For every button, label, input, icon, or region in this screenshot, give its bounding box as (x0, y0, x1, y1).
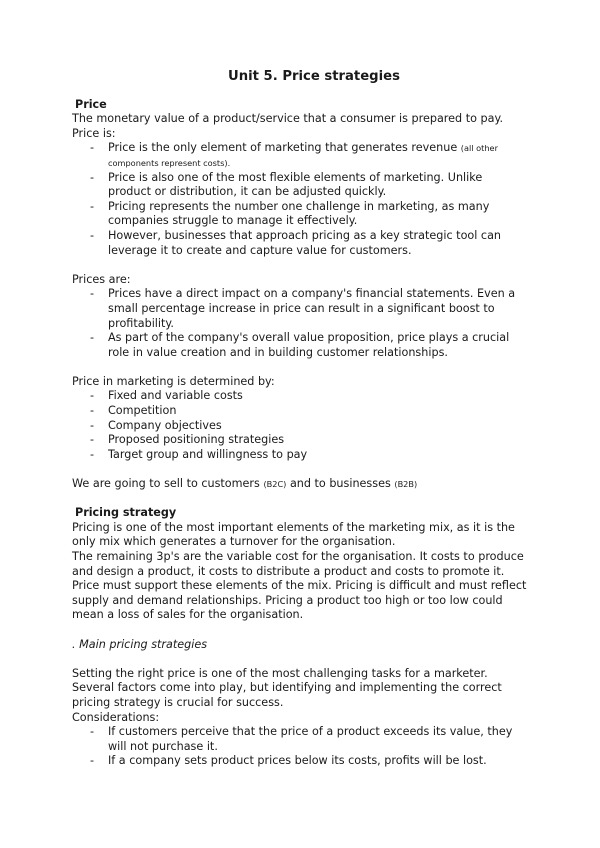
list-item (90, 433, 528, 448)
list-item-text: Target group and willingness to pay (108, 447, 308, 461)
list-item (90, 754, 528, 769)
list-item (90, 389, 528, 404)
dash-bullet: - (90, 725, 95, 739)
list-item-text: If customers perceive that the price of a product exceeds its value, they will not purchase it. (108, 725, 513, 753)
dash-bullet: - (90, 170, 95, 184)
considerations-label: Considerations: (72, 710, 160, 724)
list-item-text: Competition (108, 404, 177, 418)
list-item-text: Prices have a direct impact on a company's financial statements. Even a small percentage increase in price can result in a significant boost to profitability. (108, 287, 516, 330)
dash-bullet: - (90, 287, 95, 301)
price-is-intro: Price is: (72, 126, 116, 140)
list-item-text: Price is the only element of marketing that generates revenue (108, 141, 458, 155)
list-item (90, 331, 528, 360)
prices-are-intro: Prices are: (72, 272, 131, 286)
dash-bullet: - (90, 141, 95, 155)
sell-to-note-b2b: (B2B) (394, 479, 418, 490)
considerations-list (72, 725, 528, 769)
dash-bullet: - (90, 331, 95, 345)
main-strategies-para: Setting the right price is one of the most challenging tasks for a marketer. Several factors come into play, but identifying and implementing the correct pricing strategy is crucial for success. (72, 666, 502, 709)
list-item-text: As part of the company's overall value proposition, price plays a crucial role in value creation and in building customer relationships. (108, 331, 510, 359)
price-is-list (72, 141, 528, 258)
list-item (90, 404, 528, 419)
list-item (90, 228, 528, 258)
dash-bullet: - (90, 389, 95, 403)
list-item (90, 199, 528, 229)
pricing-strategy-para2: The remaining 3p's are the variable cost for the organisation. It costs to produce and design a product, it costs to distribute a product and costs to promote it. (72, 550, 524, 578)
list-item-text: Pricing represents the number one challenge in marketing, as many companies struggle to manage it effectively. (108, 199, 490, 228)
dash-bullet: - (90, 754, 95, 768)
list-item-text: Price is also one of the most flexible elements of marketing. Unlike product or distribution, it can be adjusted quickly. (108, 170, 483, 199)
list-item-note: (all other components represent costs). (108, 143, 498, 168)
list-item-text: If a company sets product prices below its costs, profits will be lost. (108, 754, 487, 768)
page-title: Unit 5. Price strategies (228, 69, 400, 84)
pricing-strategy-para3: Price must support these elements of the mix. Pricing is difficult and must reflect supply and demand relationships. Pricing a product too high or too low could mean a loss of sales for the organisation. (72, 579, 527, 622)
list-item (90, 418, 528, 434)
dash-bullet: - (90, 199, 95, 213)
list-item (90, 447, 528, 463)
list-item (90, 141, 528, 170)
list-item (90, 287, 528, 331)
main-strategies-heading: . Main pricing strategies (72, 637, 208, 651)
list-item-text: However, businesses that approach pricing as a key strategic tool can leverage it to create and capture value for customers. (108, 228, 502, 257)
sell-to-text-b: and to businesses (289, 477, 391, 491)
dash-bullet: - (90, 228, 95, 242)
determined-by-list (72, 389, 528, 462)
dash-bullet: - (90, 447, 95, 461)
list-item-text: Proposed positioning strategies (108, 433, 285, 447)
dash-bullet: - (90, 433, 95, 447)
pricing-strategy-para1: Pricing is one of the most important elements of the marketing mix, as it is the only mix which generates a turnover for the organisation. (72, 520, 515, 549)
list-item-text: Company objectives (108, 418, 222, 432)
sell-to-text-a: We are going to sell to customers (72, 477, 260, 491)
sell-to-note-b2c: (B2C) (263, 479, 287, 490)
list-item-text: Fixed and variable costs (108, 389, 243, 403)
list-item (90, 725, 528, 754)
sell-to-line (72, 477, 528, 492)
price-heading: Price (75, 97, 107, 111)
list-item (90, 170, 528, 200)
dash-bullet: - (90, 404, 95, 418)
prices-are-list (72, 287, 528, 360)
pricing-strategy-heading: Pricing strategy (75, 506, 177, 520)
determined-by-intro: Price in marketing is determined by: (72, 374, 275, 388)
dash-bullet: - (90, 418, 95, 432)
price-definition: The monetary value of a product/service that a consumer is prepared to pay. (72, 112, 504, 126)
